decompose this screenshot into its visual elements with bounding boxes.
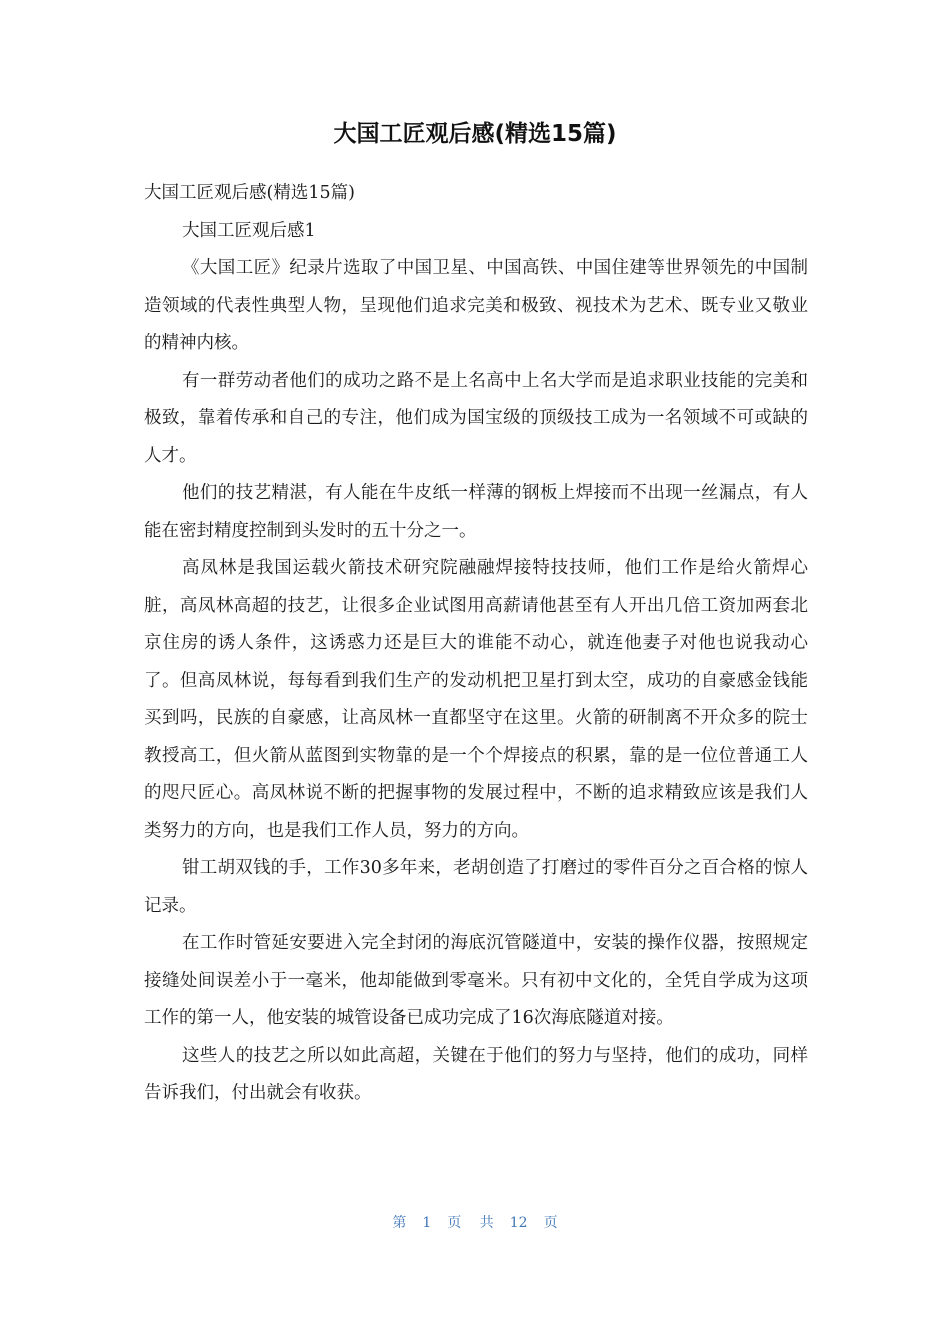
paragraph: 大国工匠观后感(精选15篇) <box>144 183 355 203</box>
current-page-number: 1 <box>422 1215 432 1231</box>
page-label-mid: 页 共 <box>447 1215 494 1231</box>
total-page-count: 12 <box>509 1215 528 1231</box>
paragraph: 《大国工匠》纪录片选取了中国卫星、中国高铁、中国住建等世界领先的中国制造领域的代表性典型人物，呈现他们追求完美和极致、视技术为艺术、既专业又敬业的精神内核。 <box>144 258 808 353</box>
paragraph: 在工作时管延安要进入完全封闭的海底沉管隧道中，安装的操作仪器，按照规定接缝处间误差小于一毫米，他却能做到零毫米。只有初中文化的，全凭自学成为这项工作的第一人，他安装的城管设备已成功完成了16次海底隧道对接。 <box>144 933 808 1028</box>
document-title: 大国工匠观后感(精选15篇) <box>333 121 617 147</box>
paragraph: 这些人的技艺之所以如此高超，关键在于他们的努力与坚持，他们的成功，同样告诉我们，付出就会有收获。 <box>144 1045 808 1103</box>
paragraph: 钳工胡双钱的手，工作30多年来，老胡创造了打磨过的零件百分之百合格的惊人记录。 <box>144 858 808 916</box>
paragraph: 高凤林是我国运载火箭技术研究院融融焊接特技技师，他们工作是给火箭焊心脏，高凤林高超的技艺，让很多企业试图用高薪请他甚至有人开出几倍工资加两套北京住房的诱人条件，这诱惑力还是巨大的谁能不动心，就连他妻子对他也说我动心了。但高凤林说，每每看到我们生产的发动机把卫星打到太空，成功的自豪感金钱能买到吗，民族的自豪感，让高凤林一直都坚守在这里。火箭的研制离不开众多的院士教授高工，但火箭从蓝图到实物靠的是一个个焊接点的积累，靠的是一位位普通工人的咫尺匠心。高凤林说不断的把握事物的发展过程中，不断的追求精致应该是我们人类努力的方向，也是我们工作人员，努力的方向。 <box>144 558 808 841</box>
paragraph: 大国工匠观后感1 <box>182 220 316 241</box>
page-footer <box>0 1209 950 1237</box>
paragraph: 有一群劳动者他们的成功之路不是上名高中上名大学而是追求职业技能的完美和极致，靠着传承和自己的专注，他们成为国宝级的顶级技工成为一名领域不可或缺的人才。 <box>144 370 808 466</box>
page-label-suffix: 页 <box>543 1215 558 1231</box>
paragraph: 他们的技艺精湛，有人能在牛皮纸一样薄的钢板上焊接而不出现一丝漏点，有人能在密封精度控制到头发时的五十分之一。 <box>144 483 808 541</box>
page-label-prefix: 第 <box>392 1215 407 1231</box>
document-body <box>144 175 808 1113</box>
